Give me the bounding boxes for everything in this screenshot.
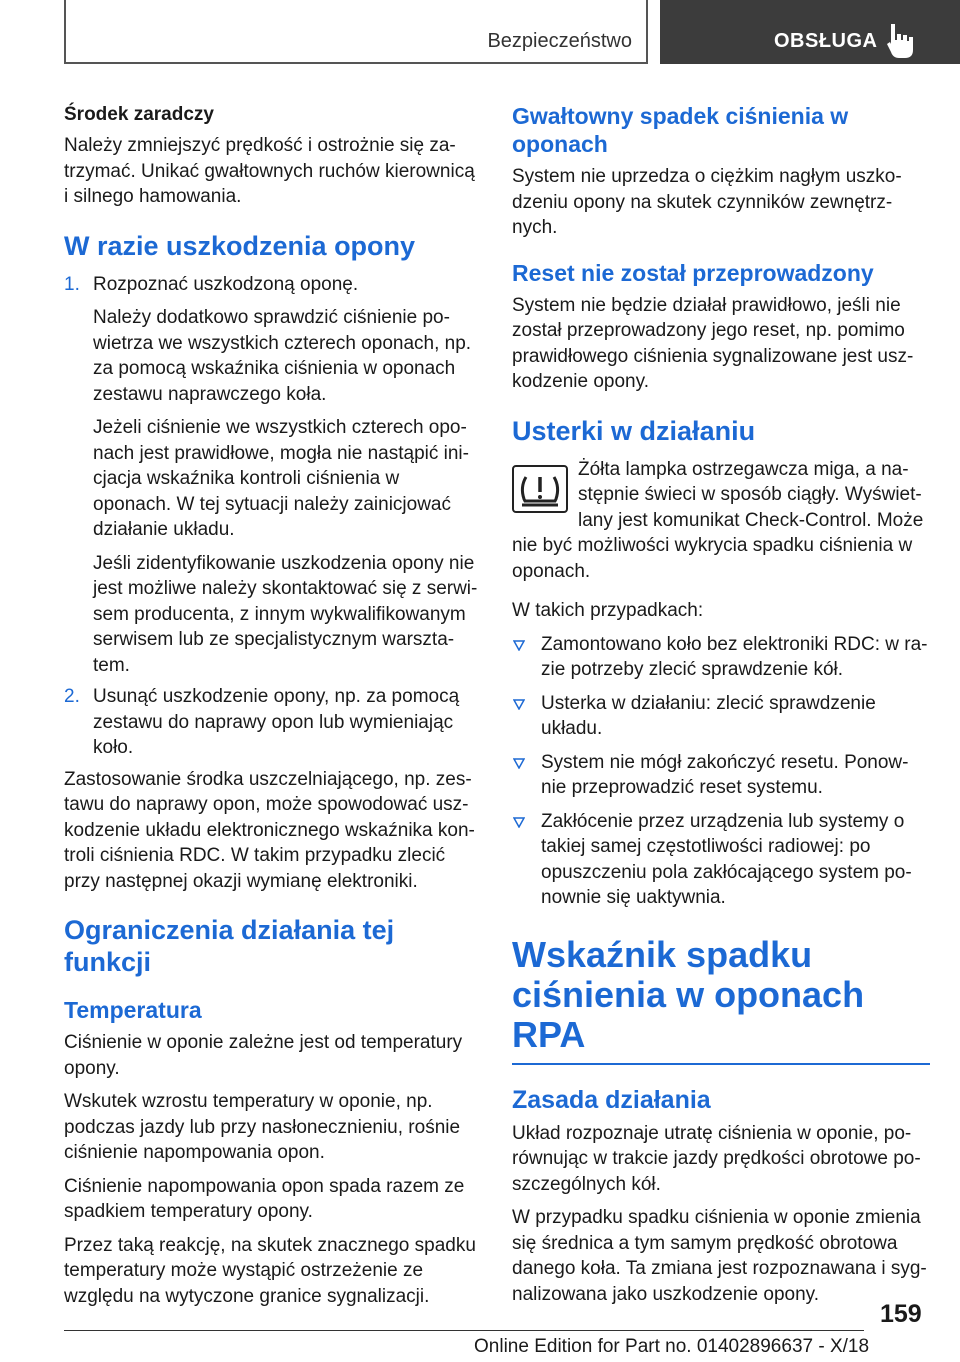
chapter-tab-label: OBSŁUGA xyxy=(774,30,878,52)
faults-text: Żółta lampka ostrzegawcza miga, a na-stępnie świeci w sposób ciągły. Wyświet-lany jest komunikat Check-Control. Może nie być możliwości wykrycia spadku ciśnienia w oponach. xyxy=(512,458,924,582)
temperature-text: Wskutek wzrostu temperatury w oponie, np. podczas jazdy lub przy nasłonecznieniu, rośnie ciśnienie napompowania opon. xyxy=(64,1091,461,1163)
remedy-text: Należy zmniejszyć prędkość i ostrożnie się za-trzymać. Unikać gwałtownych ruchów kierownicą i silnego hamowania. xyxy=(64,135,475,207)
pointing-hand-icon xyxy=(885,20,917,60)
principle-text: W przypadku spadku ciśnienia w oponie zmienia się średnica a tym samym prędkość obrotowa danego koła. Ta zmiana jest rozpoznawana i syg-nalizowana jako uszkodzenie opony. xyxy=(512,1207,927,1305)
faults-heading: Usterki w działaniu xyxy=(512,415,756,446)
temperature-text: Ciśnienie napompowania opon spada razem ze spadkiem temperatury opony. xyxy=(64,1175,465,1222)
tire-damage-heading: W razie uszkodzenia opony xyxy=(64,230,416,261)
cases-list xyxy=(512,632,930,911)
reset-text: System nie będzie działał prawidłowo, jeśli nie został przeprowadzony jego reset, np. pomimo prawidłowego ciśnienia sygnalizowane jest usz-kodzenie opony. xyxy=(512,294,914,392)
step-text: Usunąć uszkodzenie opony, np. za pomocą zestawu do naprawy opon lub wymieniając koło. xyxy=(93,686,460,758)
temperature-text: Ciśnienie w oponie zależne jest od temperatury opony. xyxy=(64,1032,463,1079)
rpa-heading: Wskaźnik spadku ciśnienia w oponach RPA xyxy=(512,933,865,1055)
page-number: 159 xyxy=(880,1300,922,1328)
triangle-bullet-icon xyxy=(513,817,525,828)
list-item-text: Zamontowano koło bez elektroniki RDC: w ra-zie potrzeby zlecić sprawdzenie kół. xyxy=(541,633,928,680)
chapter-tab xyxy=(660,0,960,64)
step-text: Rozpoznać uszkodzoną oponę. xyxy=(93,273,359,295)
header-frame xyxy=(64,0,648,64)
triangle-bullet-icon xyxy=(513,758,525,769)
pressure-drop-heading: Gwałtowny spadek ciśnienia w oponach xyxy=(512,103,849,157)
damage-steps-list xyxy=(64,272,479,761)
section-title: Bezpieczeństwo xyxy=(487,30,632,52)
cases-intro: W takich przypadkach: xyxy=(512,600,704,621)
temperature-heading: Temperatura xyxy=(64,997,202,1023)
step-text: Należy dodatkowo sprawdzić ciśnienie po-wietrza we wszystkich czterech oponach, np. za pomocą wskaźnika ciśnienia w oponach zestawu naprawczego koła. xyxy=(93,307,472,405)
sealant-note: Zastosowanie środka uszczelniającego, np. zes-tawu do naprawy opon, może spowodować usz-kodzenie układu elektronicznego wskaźnika kon-troli ciśnienia RDC. W takim przypadku zlecić przy następnej okazji wymianę elektroniki. xyxy=(64,768,475,892)
list-item xyxy=(512,809,930,911)
faults-block xyxy=(512,457,930,585)
temperature-text: Przez taką reakcję, na skutek znacznego spadku temperatury może wystąpić ostrzeżenie ze względu na wytyczone granice sygnalizacji. xyxy=(64,1234,476,1307)
step-item xyxy=(64,684,479,761)
principle-heading: Zasada działania xyxy=(512,1085,711,1114)
left-column xyxy=(64,100,479,1309)
triangle-bullet-icon xyxy=(513,640,525,651)
list-item-text: Usterka w działaniu: zlecić sprawdzenie układu. xyxy=(541,692,876,739)
step-number: 1. xyxy=(64,273,80,295)
list-item-text: System nie mógł zakończyć resetu. Ponow-nie przeprowadzić reset systemu. xyxy=(541,751,909,798)
list-item xyxy=(512,691,930,742)
reset-heading: Reset nie został przeprowadzony xyxy=(512,259,874,286)
remedy-heading: Środek zaradczy xyxy=(64,104,214,125)
list-item-text: Zakłócenie przez urządzenia lub systemy o takiej samej częstotliwości radiowej: po opuszczeniu pola zakłócającego system po-nownie się uaktywnia. xyxy=(541,810,912,908)
right-column xyxy=(512,100,930,1307)
pressure-drop-text: System nie uprzedza o ciężkim nagłym uszko-dzeniu opony na skutek czynników zewnętrz-nych. xyxy=(512,166,902,238)
limits-heading: Ograniczenia działania tej funkcji xyxy=(64,915,395,977)
footer-rule xyxy=(64,1330,864,1331)
list-item xyxy=(512,632,930,683)
step-text: Jeżeli ciśnienie we wszystkich czterech opo-nach jest prawidłowe, mogła nie nastąpić ini-cjacja wskaźnika kontroli ciśnienia w oponach. W tej sytuacji należy zainicjować działanie układu. xyxy=(93,417,469,540)
tire-pressure-warning-icon xyxy=(512,465,568,513)
triangle-bullet-icon xyxy=(513,699,525,710)
step-text: Jeśli zidentyfikowanie uszkodzenia opony nie jest możliwe należy skontaktować się z serwi-sem producenta, z innym wykwalifikowanym serwisem lub ze specjalistycznym warszta-tem. xyxy=(93,552,478,676)
step-item xyxy=(64,272,479,679)
list-item xyxy=(512,750,930,801)
principle-text: Układ rozpoznaje utratę ciśnienia w oponie, po-równując w trakcie jazdy prędkości obrotowe po-szczególnych kół. xyxy=(512,1122,921,1195)
step-number: 2. xyxy=(64,686,80,707)
edition-footer: Online Edition for Part no. 01402896637 - X/18 xyxy=(474,1336,870,1357)
rpa-heading-rule xyxy=(512,1063,930,1065)
